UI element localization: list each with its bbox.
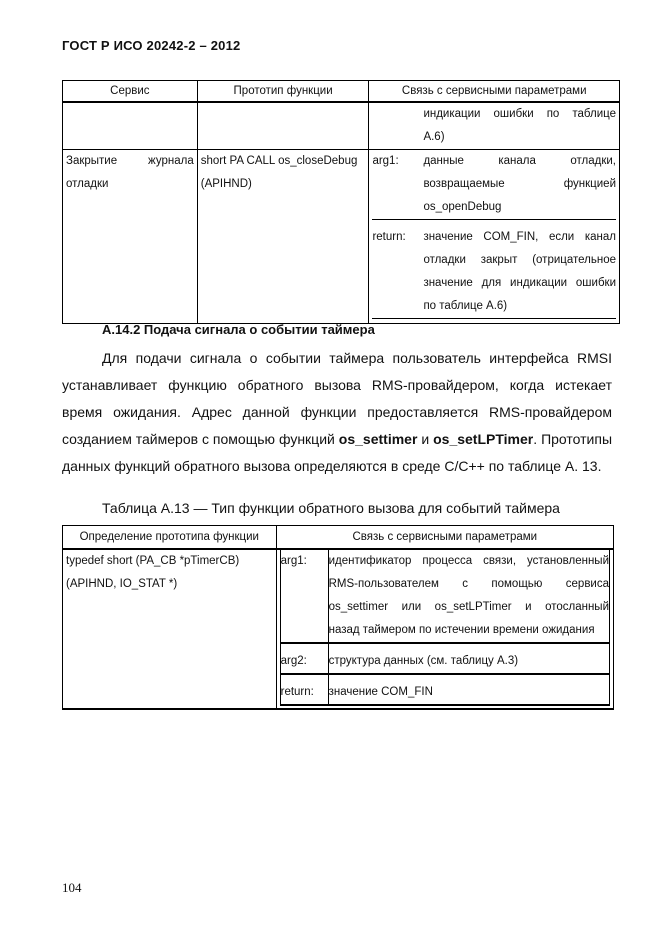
service-table <box>62 80 620 324</box>
cell-text: индикации ошибки по таблице <box>423 108 616 120</box>
col-header-service: Сервис <box>63 81 198 103</box>
prototype-text: short PA CALL os_closeDebug <box>200 155 358 167</box>
param-key: arg2: <box>280 655 307 667</box>
paragraph-text: Для подачи сигнала о событии таймера пользователь интерфейса RMSI устанавливает функцию обратного вызова RMS-провайдером, когда истекает время ожидания. Адрес данной функции предоставляется RMS-провайдером созданием таймеров с помощью функций <box>62 350 612 447</box>
param-value: значение COM_FIN <box>328 686 433 698</box>
param-key: arg1: <box>372 155 399 167</box>
param-value: по таблице А.6) <box>423 300 508 312</box>
table-caption: Таблица А.13 — Тип функции обратного вызова для событий таймера <box>102 500 560 516</box>
param-value: назад таймером по истечении времени ожидания <box>328 624 595 636</box>
document-header: ГОСТ Р ИСО 20242-2 – 2012 <box>62 38 241 53</box>
definition-text: (APIHND, IO_STAT *) <box>66 578 178 590</box>
param-value: данные канала отладки, <box>423 155 616 167</box>
prototype-text: (APIHND) <box>200 178 252 190</box>
param-value: RMS-пользователем с помощью сервиса <box>328 578 609 590</box>
body-paragraph <box>62 345 612 480</box>
param-value: os_settimer или os_setLPTimer и отосланный <box>328 601 609 613</box>
col-header-params: Связь с сервисными параметрами <box>276 526 613 550</box>
function-name: os_setLPTimer <box>433 431 534 447</box>
callback-table <box>62 525 614 710</box>
param-key: return: <box>280 686 314 698</box>
param-value: структура данных (см. таблицу А.3) <box>328 655 519 667</box>
param-key: return: <box>372 231 406 243</box>
col-header-definition: Определение прототипа функции <box>63 526 277 550</box>
params-list <box>280 550 610 706</box>
table-row <box>63 150 620 324</box>
table-row <box>63 102 620 150</box>
paragraph-text: и <box>417 431 434 447</box>
param-value: идентификатор процесса связи, установленный <box>328 555 609 567</box>
cell-text: А.6) <box>423 131 445 143</box>
param-key: arg1: <box>280 555 307 567</box>
page-number: 104 <box>62 880 82 895</box>
definition-text: typedef short (PA_CB *pTimerCB) <box>66 555 240 567</box>
service-name: отладки <box>66 178 109 190</box>
params-list <box>372 150 616 319</box>
service-name: Закрытие журнала <box>66 155 194 167</box>
paragraph-text: . Прототипы данных функций обратного вызова определяются в среде C/C++ по таблице А. 13. <box>62 431 613 474</box>
param-value: значение для индикации ошибки <box>423 277 616 289</box>
param-value: значение COM_FIN, если канал <box>423 231 616 243</box>
param-value: os_openDebug <box>423 201 502 213</box>
function-name: os_settimer <box>338 431 418 447</box>
col-header-params: Связь с сервисными параметрами <box>369 81 620 103</box>
col-header-prototype: Прототип функции <box>197 81 369 103</box>
param-value: отладки закрыт (отрицательное <box>423 254 616 266</box>
section-title: А.14.2 Подача сигнала о событии таймера <box>102 322 375 337</box>
table-row <box>63 549 614 709</box>
param-value: возвращаемые функцией <box>423 178 616 190</box>
